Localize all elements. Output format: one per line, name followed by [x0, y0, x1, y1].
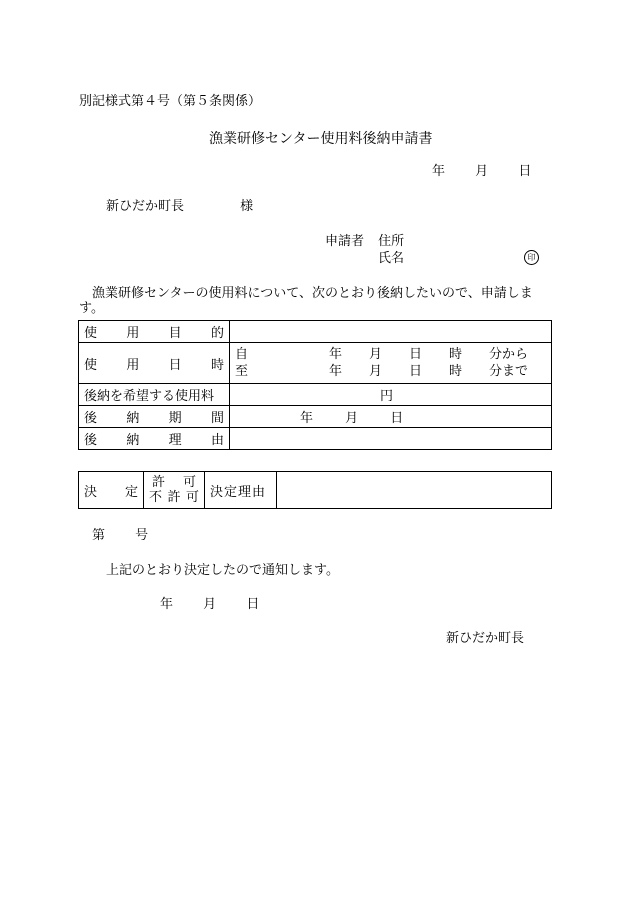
datetime-row: [79, 343, 552, 384]
notice-text: 上記のとおり決定したので通知します。: [106, 563, 339, 578]
reason-label: 後 納 理 由: [79, 428, 230, 450]
datetime-value: [230, 343, 552, 384]
document-title: 漁業研修センター使用料後納申請書: [209, 131, 433, 147]
decision-reason-value: [277, 472, 552, 509]
applicant-label: 申請者: [325, 234, 365, 249]
decision-table: [78, 471, 552, 509]
deadline-value: 年 月 日: [230, 406, 552, 428]
decision-options: [144, 472, 205, 509]
datetime-to: 至 年 月 日 時 分まで: [235, 364, 529, 379]
seal-mark: 印: [524, 250, 539, 265]
fee-value: [230, 384, 552, 406]
purpose-label: 使 用 目 的: [79, 321, 230, 343]
application-date: [432, 164, 531, 180]
decision-reason-label: 決定理由: [205, 472, 277, 509]
deny-option: 不 許 可: [149, 490, 199, 505]
reason-value: [230, 428, 552, 450]
reason-row: [79, 428, 552, 450]
purpose-value: [230, 321, 552, 343]
addressee-honorific: 様: [240, 199, 254, 214]
datetime-from: 自 年 月 日 時 分から: [235, 347, 529, 362]
deadline-row: [79, 406, 552, 428]
notice-number: 第 号: [92, 528, 149, 543]
datetime-label: 使 用 日 時: [79, 343, 230, 384]
purpose-row: [79, 321, 552, 343]
addressee-name: 新ひだか町長: [106, 199, 185, 214]
address-label: 住所: [378, 234, 405, 249]
intro-text: 漁業研修センターの使用料について、次のとおり後納したいので、申請します。: [79, 286, 533, 316]
applicant-name-label: 氏名: [378, 251, 405, 266]
applicant-address-row: [325, 234, 404, 250]
date-year: 年: [432, 164, 446, 179]
decision-label: 決 定: [79, 472, 144, 509]
application-table: [78, 320, 552, 450]
permit-option: 許 可: [152, 475, 196, 490]
date-day: 日: [518, 164, 532, 179]
form-number: 別記様式第４号（第５条関係）: [79, 94, 262, 109]
deadline-label: 後 納 期 間: [79, 406, 230, 428]
fee-label: 後納を希望する使用料: [79, 384, 230, 406]
fee-unit: 円: [380, 389, 394, 404]
date-month: 月: [475, 164, 489, 179]
addressee: [106, 199, 253, 215]
notice-issuer: 新ひだか町長: [446, 631, 525, 646]
fee-row: [79, 384, 552, 406]
notice-date: 年 月 日: [160, 597, 260, 612]
